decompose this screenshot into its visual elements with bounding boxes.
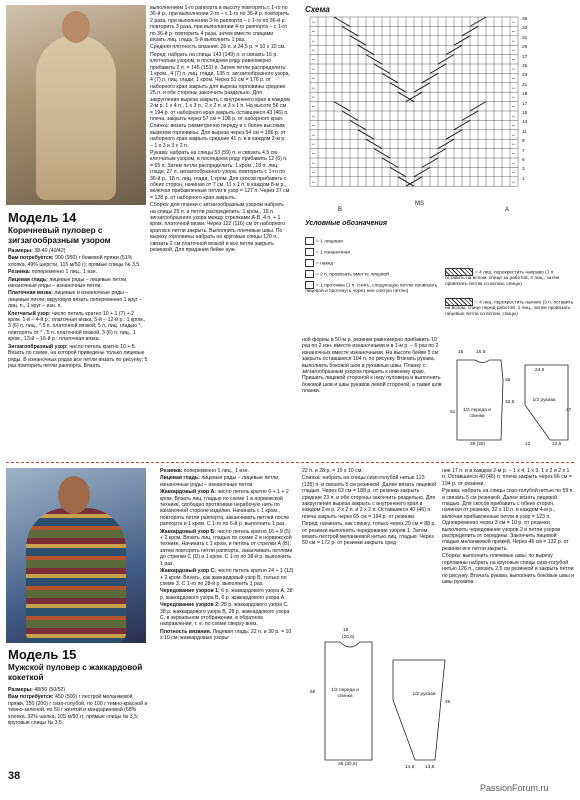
paragraph <box>8 248 148 254</box>
m15-front-dim-1: 18 <box>343 628 349 633</box>
paragraph <box>160 468 295 474</box>
paragraph <box>160 529 295 567</box>
legend-text: = 1 протяжка (1 п. снять, следующую петлю провязать лицевой и протянуть через нее снятую петлю) <box>305 283 438 295</box>
paragraph-text: Лицевая гладь: 22 п. и 30 р. = 10 х 10 см; жаккардовые узоры: <box>160 628 292 642</box>
schema-row-number: 27 <box>522 54 528 60</box>
axis-label-a: A <box>505 207 510 213</box>
paragraph-text: лицевые ряды – лицевые петли, изнаночные ряды – изнаночные петли. <box>160 475 280 488</box>
pattern-schema-grid <box>305 15 545 190</box>
axis-label-b: B <box>338 207 343 213</box>
purl-symbol: − <box>511 132 516 139</box>
legend-symbol-icon <box>305 248 314 256</box>
schema-row-number: 13 <box>522 120 528 126</box>
paragraph <box>8 277 148 290</box>
purl-symbol: − <box>511 38 516 45</box>
paragraph-label: Размеры: <box>8 248 35 254</box>
model14-left-column <box>8 248 148 453</box>
purl-symbol: − <box>311 170 316 177</box>
model14-mid-column <box>150 5 290 455</box>
legend-text: = 1 лицевая <box>316 239 343 245</box>
paragraph-label: Чередование узоров 1: <box>160 588 222 595</box>
paragraph-label: Лицевая гладь: <box>160 475 202 482</box>
schema-row-number: 33 <box>522 26 528 32</box>
m15-front-label: 1/2 переда и спинки <box>331 688 359 699</box>
paragraph <box>160 475 295 488</box>
model14-head <box>62 11 90 43</box>
model14-figure <box>36 35 116 200</box>
purl-symbol: − <box>311 57 316 64</box>
legend-text: = 1 изнаночная <box>316 250 350 256</box>
paragraph <box>160 489 295 527</box>
paragraph <box>8 344 148 370</box>
schema-row-number: 29 <box>522 45 528 51</box>
paragraph-text: лицевые и изнаночные ряды – лицевые петли; вкруговую вязать попеременно 1 круг – лиц. п., 1 круг – изн. п. <box>8 290 142 310</box>
purl-symbol: − <box>311 76 316 83</box>
purl-symbol: − <box>311 179 316 186</box>
m14-sleeve-dim-2: 37 <box>566 408 572 413</box>
legend-cable-item <box>445 268 575 288</box>
m14-front-label: 1/2 переда и спинки <box>463 408 491 419</box>
purl-symbol: − <box>511 170 516 177</box>
purl-symbol: − <box>511 48 516 55</box>
legend-symbol-icon <box>305 281 314 289</box>
paragraph-text: 900 (950) г бежевой пряжи (51% хлопка, 49% шерсти, 115 м/50 г); прямые спицы № 3,5. <box>8 255 141 268</box>
model15-right-column <box>302 468 437 618</box>
model14-right-column <box>302 337 442 452</box>
purl-symbol: − <box>311 151 316 158</box>
paragraph: 22 п. и 28 р. = 10 х 10 см. <box>302 468 363 474</box>
paragraph-text: 28 р. жаккардового узора С, 38 р. жаккардового узора В, 28 р. жаккардового узора С, в зеркальном отображении, в обратном направлении, т. е. по схеме сверху вниз. <box>160 602 290 628</box>
legend-item <box>305 281 440 295</box>
paragraph: Рукава: набрать на спицы сизо-голубой нитью по 59 п. и связать 5 см резинкой. Далее вязать лицевой гладью. Для скосов прибавить с обеих сторон, начиная от резинки, 32 х 10 п. в каждом 4-м р., включая прибавленные петли в узор = 123 п. Одновременно через 3 см = 10 р. от резинки выполнить чередование узоров 2 и петли узоров распределить от середины. Закончить лицевой гладью меланжевой пряжей. Через 46 см = 132 р. от резинки все петли закрыть. <box>442 488 574 552</box>
schema-row-number: 17 <box>522 101 528 107</box>
paragraph-label: Лицевая гладь: <box>8 276 50 283</box>
paragraph-text: попеременно 1 лиц., 1 изн. <box>183 468 249 474</box>
purl-symbol: − <box>511 76 516 83</box>
paragraph-text: лицевые ряды – лицевые петли, изнаночные ряды – изнаночные петли. <box>8 276 128 290</box>
purl-symbol: − <box>311 38 316 45</box>
paragraph: Рукава: набрать на спицы 53 (59) п. и связать 4,5 см клетчатым узором, в последнем ряду прибавить 12 (6) п. = 65 п. Затем петли распределить: 1 кром., 18 п. лиц. глади, 27 п. зигзагообразного узора, повторить с 1-го по 36-й р., 18 п. лиц. глади, 1 кром. Для скосов прибавить с обеих сторон, начиная от 7 см, 11 х 1 п. в каждом 8-м р., включая прибавленные петли в узор = 127 п. Через 37 см = 128 р. от наборного края закрыть. <box>150 149 290 201</box>
paragraph-label: Чередование узоров 2: <box>160 602 222 609</box>
paragraph-label: Клетчатый узор: <box>8 310 53 317</box>
paragraph-label: Вам потребуется: <box>8 255 55 262</box>
paragraph-label: Жаккардовый узор А: <box>160 489 218 496</box>
purl-symbol: − <box>511 123 516 130</box>
model14-photo <box>6 5 146 205</box>
paragraph <box>8 687 148 693</box>
legend-symbol-icon <box>305 259 314 267</box>
paragraph <box>160 588 295 601</box>
model15-mid-column <box>160 468 295 768</box>
paragraph-label: Жаккардовый узор Б: <box>160 528 218 535</box>
legend-text: = накид <box>316 261 334 267</box>
paragraph-label: Резинка: <box>160 468 184 474</box>
schema-row-number: 7 <box>522 148 525 154</box>
purl-symbol: − <box>511 85 516 92</box>
paragraph: Спинка: вязать симметрично переду и с более высоким вырезом горловины. Для выреза через 54 см = 186 р. от наборного края закрыть средние 41 п. и в каждом 2-м р. – 1 х 3 и 3 х 2 п. <box>150 123 286 149</box>
purl-symbol: − <box>311 104 316 111</box>
schema-row-number: 35 <box>522 17 528 22</box>
m15-front-dim-3: 59 <box>310 690 316 695</box>
model14-pattern-front <box>445 345 515 450</box>
m14-sleeve-label: 1/2 рукава <box>532 398 556 403</box>
model15-far-right-column <box>442 468 574 668</box>
schema-row-number: 11 <box>522 129 527 135</box>
m14-front-dim-side2: 32,5 <box>505 400 515 405</box>
purl-symbol: − <box>511 151 516 158</box>
legend-item <box>305 237 440 245</box>
schema-row-number: 1 <box>522 176 525 182</box>
paragraph: Сборка: для планки с зигзагообразным узором набрать на спицы 25 п. и петли распределить: 1 кром., 19 п. зигзагообразного узора между стрелками А-В, 4 п. + 1 кром. платочной вязки. Через 122 (116) см от наборного края все петли закрыть. Выполнить плечевые швы. По вырезу горловины набрать на круговые спицы 120 п., связать 2 см платочной вязкой и все петли закрыть резинкой. Для придания бейке нуж- <box>150 202 286 254</box>
legend-text: = 4 лиц. перекрестить налево (3 п. оставить на вспом. спице перед работой, 1 лиц., затем провязать лицевые петли со вспом. спицы) <box>445 300 574 318</box>
model15-left-column <box>8 687 148 767</box>
legend-symbol-icon <box>305 270 314 278</box>
purl-symbol: − <box>311 114 316 120</box>
m15-sleeve-dim-3: 13,5 <box>425 765 435 770</box>
m14-front-dim-top: 15 <box>458 350 464 355</box>
legend-title: Условные обозначения <box>305 220 388 227</box>
purl-symbol: − <box>511 95 516 102</box>
purl-symbol: − <box>311 95 316 102</box>
schema-row-number: 19 <box>522 92 528 98</box>
paragraph: выполнением 1-го раппорта в высоту повторять с 1-го по 36-й р., при выполнении 2-го – с 1-го по 36-й р. повторить 2 раза, при выполнении 3-го раппорта – с 1-го по 36-й р. повторить 3 раза, при выполнении 4-го раппорта – с 1-го по 36-й р. повторить 4 раза, затем вместе спицами вязать лиц. гладь; 5-й выполнить 1 раз. <box>150 5 289 44</box>
purl-symbol: − <box>511 179 516 186</box>
purl-symbol: − <box>311 20 316 26</box>
paragraph <box>8 269 148 275</box>
paragraph-text: 450 (500) г пестрой меланжевой пряжи, 150 (200) г сизо-голубой, по 100 г темно-красной и темно-зеленой, по 50 г желтой и мандариновой (68% хлопка, 32% шелка, 105 м/50 г); прямые спицы № 3,5; круговые спицы № 3,5. <box>8 694 148 727</box>
paragraph-text: 6 р. жаккардового узора А, 38 р. жаккардового узора В, 6 р. жаккардового узора А. <box>160 588 293 601</box>
paragraph: ной формы в 50-м р. резинки равномерно прибавить 10 раз по 2 изн. вместе изнаночными и в 1-м р. – 6 раз по 2 изнаночных вместе изнаночными. На высоте бейки 5 см закрыть оставшиеся 104 п. по рисунку. Втачать рукава, выполнить боковой шов и рукавные швы. Планку с зигзагообразным узором пришить к нижнему краю. Пришить лицевой стороной к низу пуловера и выполнить боковой шов и швы рукавов левой стороной, а также шов планки. <box>302 337 442 395</box>
model15-photo <box>6 468 146 643</box>
purl-symbol: − <box>311 48 316 55</box>
model14-subtitle: Коричневый пуловер с зигзагообразным узором <box>8 226 111 245</box>
model15-subtitle: Мужской пуловер с жаккардовой кокеткой <box>8 663 143 682</box>
purl-symbol: − <box>511 57 516 64</box>
paragraph-label: Жаккардовый узор С: <box>160 568 218 575</box>
legend-text: = 2 п. провязать вместе лицевой <box>316 272 389 278</box>
m14-front-dim-width: 28 (29) <box>470 442 486 447</box>
cable-symbol-icon <box>445 268 473 276</box>
model15-pattern-sleeve <box>385 640 455 775</box>
paragraph-label: Платочная вязка: <box>8 290 55 297</box>
m15-sleeve-dim-2: 14,5 <box>405 765 415 770</box>
schema-row-number: 25 <box>522 64 528 69</box>
paragraph: Перед: начинать, как спинку, только через 29 см = 88 р. от резинки выполнить чередование узоров 1. Затем вязать пестрой меланжевой нитью лиц. гладью. Через 59 см = 172 р. от резинки закрыть сред- <box>302 521 436 547</box>
legend-cable-item <box>445 298 575 318</box>
paragraph-text: число петель кратно 10 + 5. Вязать по схеме, на которой приведены только лицевые ряды. В изнаночных рядах все петли вязать по рисунку; 5 раз повторить петли раппорта. Вязать <box>8 343 148 369</box>
schema-row-number: 31 <box>522 35 528 41</box>
m14-front-dim-top2: 16,5 <box>476 350 486 355</box>
purl-symbol: − <box>511 20 516 26</box>
legend-item <box>305 259 440 267</box>
paragraph-text: число петель кратно 16 + 9 (5) + 2 кром. Вязать лиц. гладью по схеме 2 в норвежской технике. Начинать с 1 кром. и петель от стрелки А (В), затем повторять петли раппорта, заканчивать петлями до стрелки C (D) и 1 кром. С 1-го по 38-й р. выполнить 1 раз. <box>160 528 293 567</box>
paragraph <box>8 694 148 726</box>
section-divider <box>6 462 574 463</box>
schema-row-number: 9 <box>522 139 525 145</box>
purl-symbol: − <box>311 85 316 92</box>
schema-row-number: 5 <box>522 158 525 163</box>
legend-symbol-icon <box>305 237 314 245</box>
paragraph-text: попеременно 1 лиц., 1 изн. <box>31 269 97 276</box>
paragraph-text: 48/50 (50/52) <box>34 687 66 693</box>
schema-title: Схема <box>305 5 330 14</box>
m15-sleeve-label: 1/2 рукава <box>412 692 436 697</box>
paragraph-label: Размеры: <box>8 687 35 693</box>
legend-item <box>305 248 440 256</box>
m15-front-dim-2: (20,5) <box>342 635 355 640</box>
axis-label-ms: MS <box>415 201 424 207</box>
paragraph <box>160 629 295 642</box>
purl-symbol: − <box>511 29 516 36</box>
model14-title: Модель 14 <box>8 210 77 225</box>
paragraph-label: Зигзагообразный узор: <box>8 343 70 350</box>
cable-symbol-icon <box>445 298 473 306</box>
paragraph <box>8 311 148 343</box>
purl-symbol: − <box>511 161 516 167</box>
page-number: 38 <box>8 770 21 782</box>
m14-front-dim-height: 51 <box>450 410 456 415</box>
m15-front-dim-4: 28 (30,5) <box>338 762 358 767</box>
paragraph-text: число петель кратно 6 + 1 + 2 кром. Вязать лиц. гладью по схеме 1 в норвежской технике, свободно протягивая нерабочую нить по изнаночной стороне изделия. Начинать с 1 кром., повторять петли раппорта, заканчивать петлей после раппорта и 1 кром. С 1-го по 6-й р. выполнить 1 раз. <box>160 489 290 528</box>
purl-symbol: − <box>311 142 316 149</box>
legend-text: = 4 лиц. перекрестить направо (1 п. оставить на вспом. спице за работой, 3 лиц., затем провязать петлю со вспом. спицы) <box>445 270 560 288</box>
schema-row-number: 15 <box>522 111 528 116</box>
purl-symbol: − <box>311 161 316 167</box>
m14-sleeve-dim-1: 24,5 <box>535 368 545 373</box>
schema-row-number: 23 <box>522 73 528 79</box>
m15-sleeve-dim-1: 46 <box>445 700 451 705</box>
model15-title: Модель 15 <box>8 647 77 662</box>
paragraph <box>160 602 295 628</box>
paragraph: Спинка: набрать на спицы сизо-голубой нитью 123 (135) п. и связать 5 см резинкой. Далее вязать лицевой гладью. Через 63 см = 188 р. от резинки закрыть средние 23 п. и обе стороны закончить раздельно. Для закругления выреза закрыть с внутреннего края в каждом 2-м р. 2 х 2 п. и 2 х 2 п. Оставшиеся 40 (46) п. плеча закрыть через 65 см = 194 р. от резинки. <box>302 475 437 520</box>
paragraph <box>160 568 295 587</box>
purl-symbol: − <box>311 123 316 130</box>
purl-symbol: − <box>511 104 516 111</box>
paragraph-text: 38-40 (40/42) <box>34 248 66 254</box>
purl-symbol: − <box>311 132 316 139</box>
paragraph-label: Резинка: <box>8 269 32 276</box>
purl-symbol: − <box>511 142 516 149</box>
legend-item <box>305 270 440 278</box>
paragraph: Перед: набрать на спицы 143 (149) п. и связать 16 р. клетчатым узором, в последнем ряду равномерно прибавить 2 п. = 145 (151) п. Затем петли распределить: 1 кром., 4 (7) п. лиц. глади, 135 п. зигзагообразного узора, 4 (7) п. лиц. глади, 1 кром. Через 51 см = 176 р. от наборного края закрыть для выреза горловины средние 25 п. и обе стороны закончить раздельно. Для закругления выреза закрыть с внутреннего края в каждом 2-м р. 1 х 4 п., 1 х 3 п., 2 х 2 п. и 3 х 1 п. На высоте 56 см = 194 р. от наборного края закрыть оставшиеся 43 (46) п. плеча, закрыть через 57 см = 198 р. от наборного края. <box>150 51 290 122</box>
m14-sleeve-dim-3: 12 <box>525 442 531 447</box>
paragraph <box>8 290 148 309</box>
schema-row-number: 21 <box>522 82 528 88</box>
paragraph-text: число петель кратно 10 + 1 (7) + 2 кром. 1-й – 4-й р.: платочная вязка; 5-й – 12-й р.: 1 кром., 3 (6) п. лиц., * 5 п. платочной вязкой, 5 п. лиц. гладью *, повторять от * , 5 п. платочной вязкой, 3 (6) п. лиц., 1 кром., 13-й – 16-й р.: платочная вязка. <box>8 310 146 343</box>
purl-symbol: − <box>511 114 516 120</box>
paragraph <box>8 255 148 268</box>
model15-head <box>58 476 90 514</box>
paragraph: Сборка: выполнить плечевые швы; по вырезу горловины набрать на круговые спицы сизо-голубой нитью 126 п., связать 2,5 см резинкой и закрыть петли по рисунку. Втачать рукава, выполнить боковые швы и швы рукавов. <box>442 553 574 585</box>
purl-symbol: − <box>311 67 316 73</box>
purl-symbol: − <box>311 29 316 36</box>
m14-sleeve-dim-4: 12,5 <box>552 442 562 447</box>
paragraph-label: Плотность вязания. <box>160 628 213 635</box>
paragraph: Средняя плотность вязания: 26 п. и 34,5 р. = 10 х 10 см. <box>150 44 286 51</box>
paragraph-text: число петель кратно 24 + 1 (13) + 2 кром. Вязать, как жаккардовый узор В, только по схеме 3. С 1-го по 28-й р. выполнить 1 раз. <box>160 568 294 587</box>
paragraph: ние 17 п. и в каждом 2-м р. – 1 х 4, 1 х 3, 1 х 2 и 2 х 1 п. Оставшиеся 40 (46) п. плеча закрыть через 66 см = 194 р. от резинки. <box>442 468 572 487</box>
purl-symbol: − <box>511 67 516 73</box>
m14-front-dim-side: 35 <box>505 378 511 383</box>
schema-row-number: 3 <box>522 167 525 173</box>
watermark: PassionForum.ru <box>480 783 549 793</box>
model15-figure <box>26 508 126 643</box>
paragraph-label: Вам потребуется: <box>8 694 55 701</box>
